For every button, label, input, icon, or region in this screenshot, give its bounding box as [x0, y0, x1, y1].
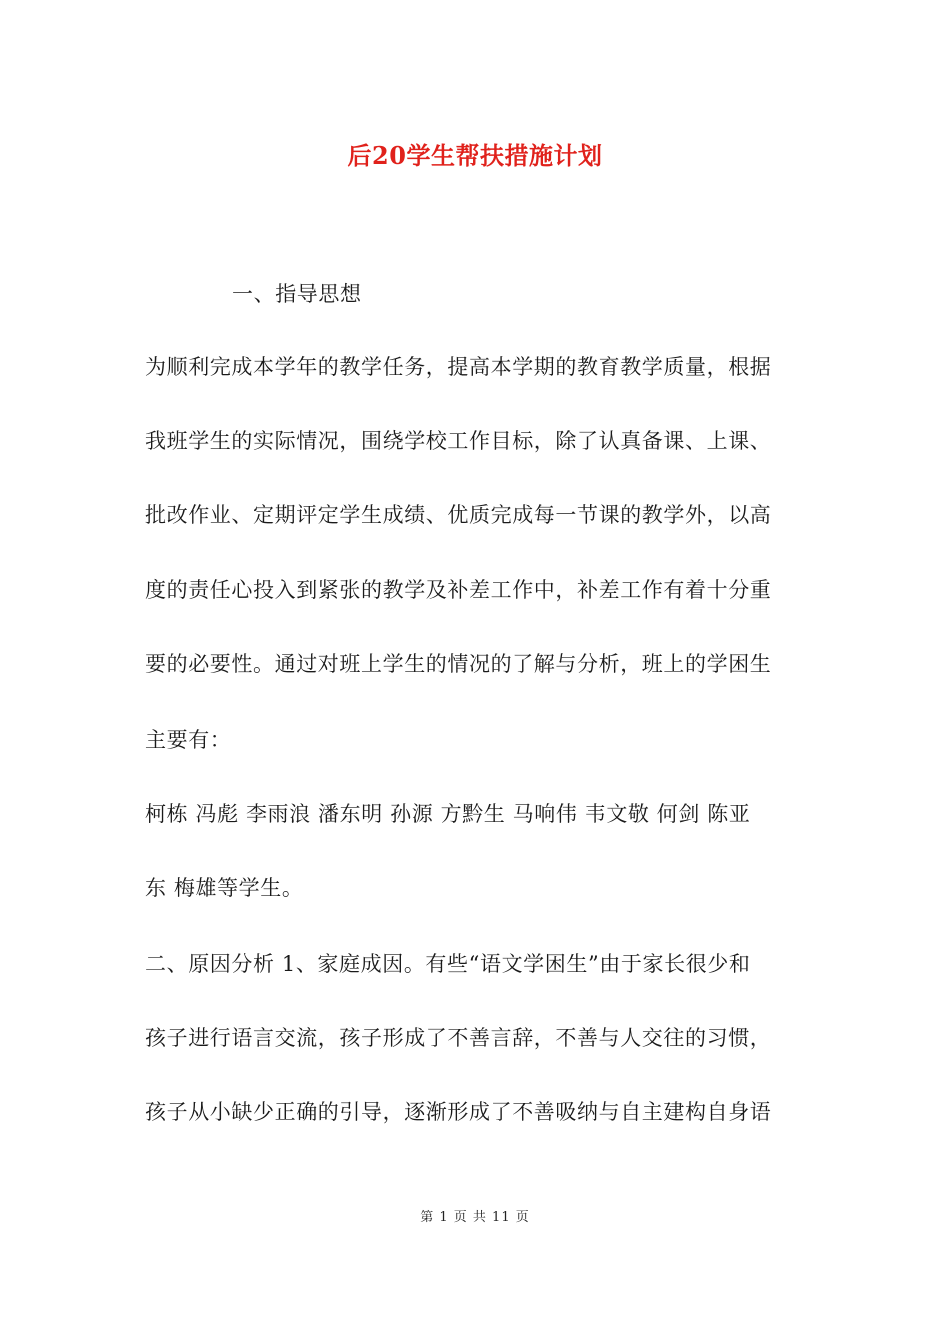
body-line: 批改作业、定期评定学生成绩、优质完成每一节课的教学外，以高: [145, 503, 772, 527]
body-line: 孩子进行语言交流，孩子形成了不善言辞，不善与人交往的习惯，: [145, 1026, 772, 1050]
body-line: 度的责任心投入到紧张的教学及补差工作中，补差工作有着十分重: [145, 578, 772, 602]
student-names-line: 柯栋 冯彪 李雨浪 潘东明 孙源 方黔生 马响伟 韦文敬 何剑 陈亚: [145, 802, 751, 826]
body-line: 主要有：: [145, 728, 232, 752]
page-number-footer: 第 1 页 共 11 页: [420, 1210, 530, 1225]
section-heading-guiding-ideology: 一、指导思想: [232, 282, 362, 306]
body-line: 二、原因分析 1、家庭成因。有些“语文学困生”由于家长很少和: [145, 952, 751, 976]
body-line: 我班学生的实际情况，围绕学校工作目标，除了认真备课、上课、: [145, 429, 772, 453]
body-line: 要的必要性。通过对班上学生的情况的了解与分析，班上的学困生: [145, 652, 772, 676]
body-line: 为顺利完成本学年的教学任务，提高本学期的教育教学质量，根据: [145, 355, 772, 379]
document-title: 后20学生帮扶措施计划: [347, 141, 603, 170]
student-names-line: 东 梅雄等学生。: [145, 876, 304, 900]
body-line: 孩子从小缺少正确的引导，逐渐形成了不善吸纳与自主建构自身语: [145, 1100, 772, 1124]
